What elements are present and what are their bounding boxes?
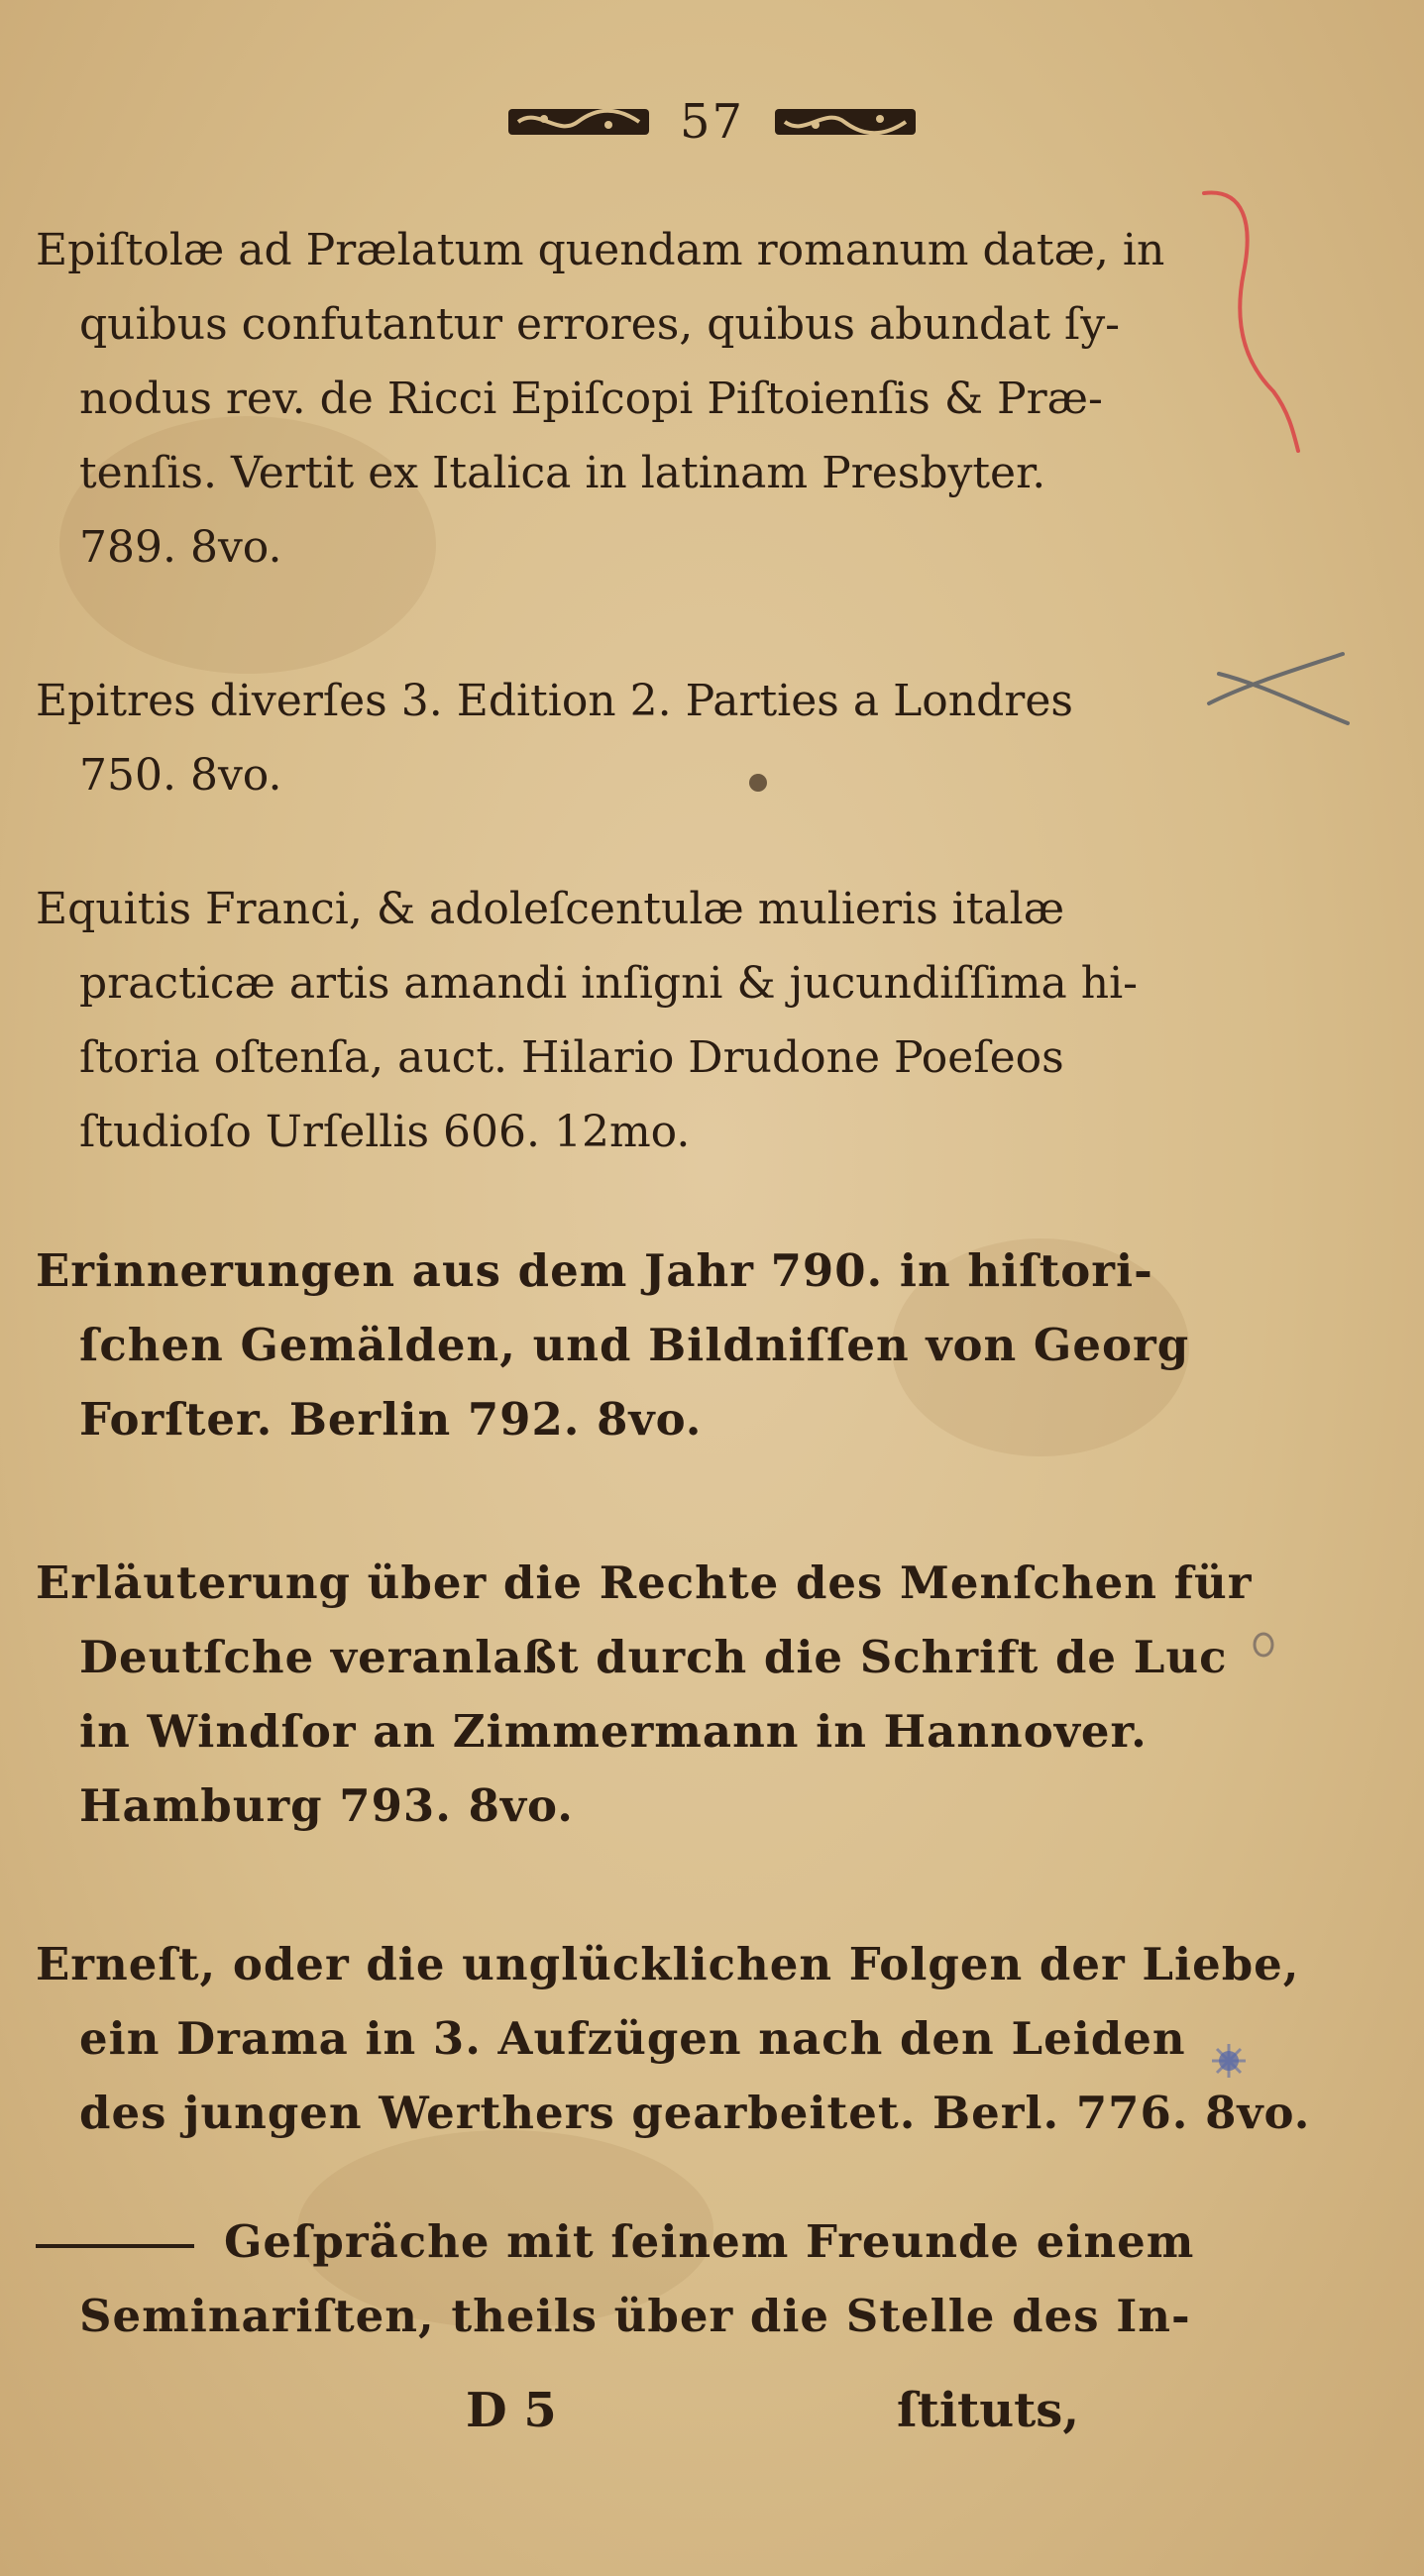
page-header — [0, 94, 1424, 154]
bibliography-entry — [36, 2204, 1195, 2353]
page-number: 57 — [679, 94, 745, 150]
entry-line: Erneſt, oder die unglücklichen Folgen der Liebe, — [36, 1938, 1300, 1990]
page-footer — [0, 2383, 1424, 2462]
blue-ink-blot-icon — [1204, 2036, 1254, 2086]
entry-line: ein Drama in 3. Aufzügen nach den Leiden — [79, 2012, 1186, 2065]
entry-line: Epiſtolæ ad Prælatum quendam romanum datæ, in — [36, 225, 1165, 275]
entry-line: Epitres diverſes 3. Edition 2. Parties a Londres — [36, 676, 1073, 726]
entry-line: Equitis Franci, & adoleſcentulæ mulieris italæ — [36, 884, 1065, 934]
catchword: ſtituts, — [897, 2383, 1080, 2438]
entry-line: 789. 8vo. — [79, 522, 282, 573]
entry-line: tenſis. Vertit ex Italica in latinam Presbyter. — [79, 448, 1046, 498]
em-dash-rule — [36, 2244, 194, 2248]
entry-line: Erinnerungen aus dem Jahr 790. in hiſtori- — [36, 1244, 1153, 1297]
entry-line-text: Geſpräche mit ſeinem Freunde einem — [224, 2215, 1195, 2268]
entry-line: Seminariſten, theils über die Stelle des In- — [79, 2290, 1191, 2342]
entry-line: in Windſor an Zimmermann in Hannover. — [79, 1705, 1148, 1758]
right-ornament-icon — [771, 99, 920, 145]
entry-line: nodus rev. de Ricci Epiſcopi Piſtoienſis & Præ- — [79, 374, 1103, 424]
bibliography-entry — [36, 1927, 1311, 2150]
pencil-cross-mark-icon — [1199, 644, 1358, 743]
entry-line: ſtoria oſtenſa, auct. Hilario Drudone Poeſeos — [79, 1032, 1064, 1083]
left-ornament-icon — [504, 99, 653, 145]
entry-line: Hamburg 793. 8vo. — [79, 1779, 574, 1832]
entry-line: ſtudioſo Urſellis 606. 12mo. — [79, 1107, 691, 1157]
entry-line: Deutſche veranlaßt durch die Schrift de Luc — [79, 1631, 1228, 1683]
entry-line: des jungen Werthers gearbeitet. Berl. 776. 8vo. — [79, 2087, 1311, 2139]
entry-line: practicæ artis amandi inſigni & jucundiſſima hi- — [79, 958, 1139, 1009]
bibliography-entry — [36, 1234, 1190, 1456]
signature-mark: D 5 — [466, 2383, 557, 2438]
bibliography-entry — [36, 664, 1165, 812]
entry-line: ſchen Gemälden, und Bildniſſen von Georg — [79, 1319, 1190, 1371]
entry-line: Forſter. Berlin 792. 8vo. — [79, 1393, 703, 1446]
ink-circle-mark-icon — [1244, 1625, 1283, 1664]
bibliography-entry — [36, 872, 1165, 1169]
entry-line: Erläuterung über die Rechte des Menſchen für — [36, 1556, 1253, 1609]
entry-line: quibus confutantur errores, quibus abundat ſy- — [79, 299, 1121, 350]
entry-line — [36, 2204, 1195, 2279]
bibliography-entry — [36, 213, 1165, 585]
red-pencil-mark-icon — [1184, 183, 1313, 461]
entry-line: 750. 8vo. — [79, 750, 282, 801]
bibliography-entry — [36, 1546, 1253, 1843]
